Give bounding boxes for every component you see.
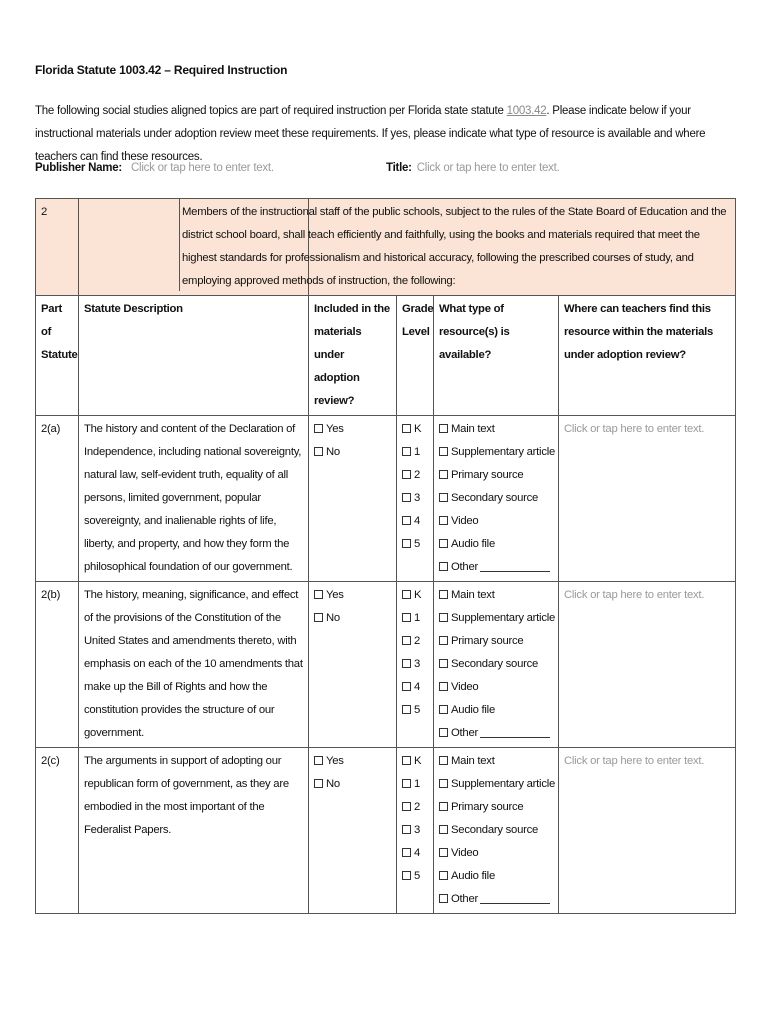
checkbox-icon[interactable] — [402, 493, 411, 502]
checkbox-icon[interactable] — [402, 516, 411, 525]
section-text: Members of the instructional staff of the public schools, subject to the rules of the State Board of Education and the district school board, shall teach efficiently and faithfully, using the books and materials required that meet the highest standards for professionalism and historical accuracy, following the prescribed courses of study, and employing approved methods of instruction, the following: — [182, 206, 727, 287]
checkbox-icon[interactable] — [439, 447, 448, 456]
grade-options — [397, 582, 434, 748]
checkbox-label: No — [326, 612, 340, 624]
row-description: The arguments in support of adopting our republican form of government, as they are embodied in the most important of the Federalist Papers. — [79, 748, 309, 914]
checkbox-icon[interactable] — [439, 779, 448, 788]
checkbox-label: Main text — [451, 423, 495, 435]
row-description: The history and content of the Declaration of Independence, including national sovereignty, natural law, self-evident truth, equality of all persons, limited government, popular sovereignty, and inalienable rights of life, liberty, and property, and how they form the philosophical foundation of our government. — [79, 416, 309, 582]
checkbox-icon[interactable] — [402, 871, 411, 880]
header-grade: Grade Level — [397, 296, 434, 416]
checkbox-icon[interactable] — [314, 613, 323, 622]
checkbox-icon[interactable] — [402, 539, 411, 548]
included-options — [309, 416, 397, 582]
checkbox-label: K — [414, 589, 422, 601]
checkbox-label: 2 — [414, 469, 421, 481]
checkbox-option[interactable] — [314, 607, 391, 630]
checkbox-option[interactable] — [314, 441, 391, 464]
checkbox-label: Primary source — [451, 801, 524, 813]
checkbox-label: Video — [451, 847, 479, 859]
section-number: 2 — [36, 199, 79, 296]
checkbox-icon[interactable] — [439, 539, 448, 548]
checkbox-icon[interactable] — [439, 636, 448, 645]
checkbox-label: 3 — [414, 824, 421, 836]
checkbox-icon[interactable] — [402, 636, 411, 645]
other-blank-line[interactable] — [480, 737, 550, 738]
checkbox-label: 5 — [414, 870, 421, 882]
checkbox-icon[interactable] — [439, 894, 448, 903]
included-options — [309, 748, 397, 914]
checkbox-label: Supplementary article — [451, 612, 556, 624]
checkbox-icon[interactable] — [402, 447, 411, 456]
checkbox-option[interactable] — [402, 441, 428, 464]
section-header-row — [36, 199, 736, 296]
checkbox-icon[interactable] — [439, 848, 448, 857]
checkbox-label: Audio file — [451, 538, 495, 550]
checkbox-label: Main text — [451, 589, 495, 601]
checkbox-option[interactable] — [314, 773, 391, 796]
checkbox-label: Main text — [451, 755, 495, 767]
column-header-row — [36, 296, 736, 416]
checkbox-option[interactable] — [402, 699, 428, 722]
checkbox-option[interactable] — [402, 418, 428, 441]
checkbox-icon[interactable] — [439, 613, 448, 622]
where-field[interactable]: Click or tap here to enter text. — [559, 416, 736, 582]
checkbox-option[interactable] — [439, 464, 553, 487]
table-row — [36, 582, 736, 748]
checkbox-option[interactable] — [439, 584, 553, 607]
checkbox-label: Video — [451, 681, 479, 693]
checkbox-icon[interactable] — [439, 470, 448, 479]
checkbox-icon[interactable] — [402, 424, 411, 433]
statute-link[interactable]: 1003.42 — [506, 105, 547, 117]
checkbox-option[interactable] — [439, 607, 556, 630]
checkbox-label: No — [326, 446, 340, 458]
checkbox-icon[interactable] — [402, 802, 411, 811]
table-row — [36, 748, 736, 914]
header-description: Statute Description — [79, 296, 309, 416]
checkbox-label: 4 — [414, 681, 421, 693]
checkbox-icon[interactable] — [402, 825, 411, 834]
header-included: Included in the materials under adoption review? — [309, 296, 397, 416]
checkbox-label: Supplementary article — [451, 446, 556, 458]
checkbox-label: 4 — [414, 847, 421, 859]
resource-options — [434, 416, 559, 582]
title-row — [386, 162, 560, 174]
checkbox-option[interactable] — [439, 796, 553, 819]
checkbox-option[interactable] — [439, 842, 553, 865]
checkbox-label: 1 — [414, 778, 421, 790]
resource-options — [434, 748, 559, 914]
checkbox-label: 1 — [414, 612, 421, 624]
checkbox-icon[interactable] — [314, 590, 323, 599]
checkbox-label: 2 — [414, 801, 421, 813]
grade-options — [397, 416, 434, 582]
checkbox-option[interactable] — [402, 487, 428, 510]
checkbox-label: 1 — [414, 446, 421, 458]
checkbox-label: K — [414, 755, 422, 767]
checkbox-label: Other — [451, 561, 479, 573]
checkbox-option[interactable] — [439, 888, 553, 911]
checkbox-option[interactable] — [439, 722, 553, 745]
checkbox-option[interactable] — [439, 750, 553, 773]
title-label: Title: — [386, 162, 412, 174]
checkbox-icon[interactable] — [402, 470, 411, 479]
checkbox-option[interactable] — [439, 865, 553, 888]
checkbox-icon[interactable] — [402, 590, 411, 599]
checkbox-label: Yes — [326, 755, 344, 767]
document-title: Florida Statute 1003.42 – Required Instruction — [35, 63, 288, 77]
intro-paragraph — [35, 100, 747, 169]
checkbox-icon[interactable] — [314, 447, 323, 456]
publisher-label: Publisher Name: — [35, 162, 122, 174]
checkbox-option[interactable] — [314, 584, 391, 607]
checkbox-option[interactable] — [439, 676, 553, 699]
checkbox-icon[interactable] — [439, 705, 448, 714]
checkbox-icon[interactable] — [314, 424, 323, 433]
checkbox-option[interactable] — [439, 699, 553, 722]
checkbox-icon[interactable] — [439, 659, 448, 668]
checkbox-icon[interactable] — [439, 802, 448, 811]
other-blank-line[interactable] — [480, 903, 550, 904]
checkbox-option[interactable] — [402, 796, 428, 819]
checkbox-label: 2 — [414, 635, 421, 647]
intro-text: The following social studies aligned topics are part of required instruction per Florida state statute — [35, 105, 507, 117]
checkbox-label: Audio file — [451, 870, 495, 882]
checkbox-label: Video — [451, 515, 479, 527]
header-where: Where can teachers find this resource within the materials under adoption review? — [559, 296, 736, 416]
checkbox-icon[interactable] — [439, 424, 448, 433]
checkbox-option[interactable] — [402, 510, 428, 533]
checkbox-option[interactable] — [314, 750, 391, 773]
checkbox-label: Yes — [326, 423, 344, 435]
checkbox-option[interactable] — [402, 865, 428, 888]
checkbox-label: 4 — [414, 515, 421, 527]
checkbox-icon[interactable] — [402, 659, 411, 668]
checkbox-icon[interactable] — [439, 516, 448, 525]
checkbox-option[interactable] — [402, 842, 428, 865]
title-field[interactable]: Click or tap here to enter text. — [416, 162, 560, 174]
checkbox-icon[interactable] — [314, 756, 323, 765]
row-part: 2(c) — [36, 748, 79, 914]
checkbox-option[interactable] — [402, 464, 428, 487]
checkbox-label: Yes — [326, 589, 344, 601]
header-part: Part of Statute — [36, 296, 79, 416]
other-blank-line[interactable] — [480, 571, 550, 572]
checkbox-option[interactable] — [439, 819, 553, 842]
checkbox-icon[interactable] — [402, 756, 411, 765]
publisher-name-field[interactable]: Click or tap here to enter text. — [130, 162, 274, 174]
included-options — [309, 582, 397, 748]
checkbox-option[interactable] — [439, 441, 556, 464]
checkbox-option[interactable] — [402, 584, 428, 607]
checkbox-option[interactable] — [402, 630, 428, 653]
checkbox-icon[interactable] — [402, 705, 411, 714]
checkbox-option[interactable] — [402, 773, 428, 796]
checkbox-icon[interactable] — [402, 613, 411, 622]
publisher-row — [35, 162, 274, 174]
checkbox-icon[interactable] — [439, 493, 448, 502]
checkbox-option[interactable] — [439, 653, 553, 676]
resource-options — [434, 582, 559, 748]
checkbox-option[interactable] — [402, 819, 428, 842]
checkbox-label: Supplementary article — [451, 778, 556, 790]
checkbox-option[interactable] — [439, 773, 556, 796]
checkbox-label: K — [414, 423, 422, 435]
checkbox-icon[interactable] — [439, 590, 448, 599]
checkbox-icon[interactable] — [314, 779, 323, 788]
checkbox-label: Other — [451, 893, 479, 905]
checkbox-icon[interactable] — [402, 682, 411, 691]
checkbox-option[interactable] — [402, 676, 428, 699]
table-row — [36, 416, 736, 582]
checkbox-icon[interactable] — [439, 825, 448, 834]
checkbox-label: 3 — [414, 492, 421, 504]
checkbox-icon[interactable] — [402, 779, 411, 788]
where-field[interactable]: Click or tap here to enter text. — [559, 748, 736, 914]
checkbox-label: 3 — [414, 658, 421, 670]
checkbox-icon[interactable] — [439, 871, 448, 880]
checkbox-label: 5 — [414, 704, 421, 716]
checkbox-option[interactable] — [402, 653, 428, 676]
checkbox-label: No — [326, 778, 340, 790]
checkbox-icon[interactable] — [439, 562, 448, 571]
checkbox-label: 5 — [414, 538, 421, 550]
checkbox-option[interactable] — [439, 418, 553, 441]
checkbox-option[interactable] — [439, 556, 553, 579]
checkbox-icon[interactable] — [439, 728, 448, 737]
row-part: 2(b) — [36, 582, 79, 748]
checkbox-icon[interactable] — [402, 848, 411, 857]
intro-text-continued: . Please indicate below if your instructional materials under adoption review meet these requirements. If yes, please indicate what type of resource is available and where teachers can find these resources. — [35, 105, 706, 163]
checkbox-label: Secondary source — [451, 658, 539, 670]
checkbox-option[interactable] — [402, 750, 428, 773]
row-part: 2(a) — [36, 416, 79, 582]
checkbox-icon[interactable] — [439, 756, 448, 765]
grade-options — [397, 748, 434, 914]
checkbox-icon[interactable] — [439, 682, 448, 691]
checkbox-label: Audio file — [451, 704, 495, 716]
checkbox-option[interactable] — [439, 510, 553, 533]
row-description: The history, meaning, significance, and effect of the provisions of the Constitution of the United States and amendments thereto, with emphasis on each of the 10 amendments that make up the Bill of Rights and how the constitution provides the structure of our government. — [79, 582, 309, 748]
checkbox-label: Secondary source — [451, 492, 539, 504]
requirements-table — [35, 198, 736, 914]
where-field[interactable]: Click or tap here to enter text. — [559, 582, 736, 748]
checkbox-option[interactable] — [439, 487, 553, 510]
checkbox-option[interactable] — [439, 630, 553, 653]
checkbox-option[interactable] — [402, 607, 428, 630]
checkbox-label: Other — [451, 727, 479, 739]
checkbox-option[interactable] — [439, 533, 553, 556]
checkbox-label: Primary source — [451, 469, 524, 481]
header-resource-type: What type of resource(s) is available? — [434, 296, 559, 416]
checkbox-label: Primary source — [451, 635, 524, 647]
section-text-cell — [182, 199, 736, 296]
checkbox-label: Secondary source — [451, 824, 539, 836]
checkbox-option[interactable] — [314, 418, 391, 441]
checkbox-option[interactable] — [402, 533, 428, 556]
